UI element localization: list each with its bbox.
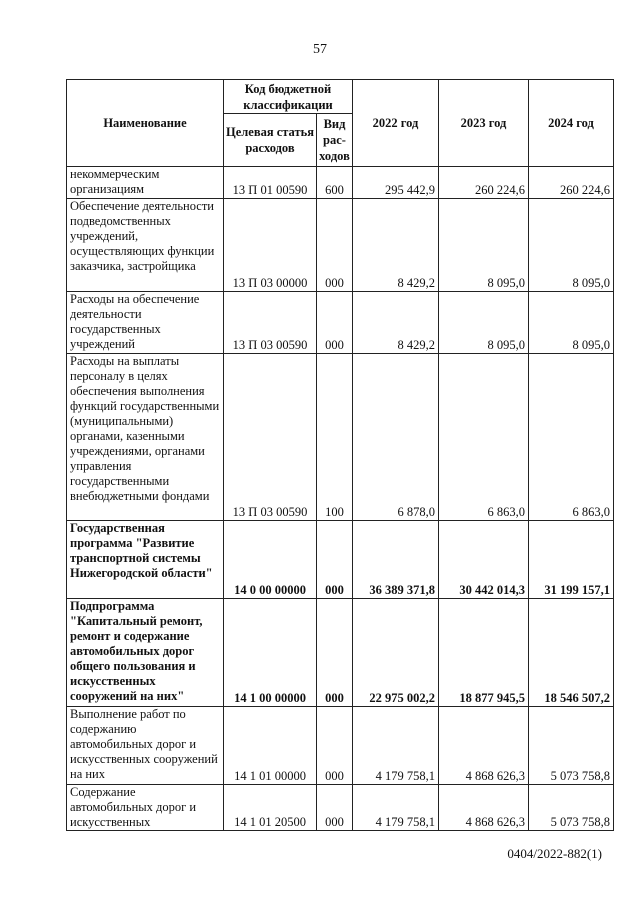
row-2022: 36 389 371,8 <box>353 521 439 599</box>
row-2024: 5 073 758,8 <box>529 707 614 785</box>
table-row <box>67 292 614 354</box>
table-row <box>67 785 614 831</box>
header-2023: 2023 год <box>439 80 529 167</box>
row-2022: 8 429,2 <box>353 199 439 292</box>
row-2023: 30 442 014,3 <box>439 521 529 599</box>
row-code: 13 П 03 00000 <box>224 199 317 292</box>
table-row <box>67 707 614 785</box>
row-2024: 6 863,0 <box>529 354 614 521</box>
document-code: 0404/2022-882(1) <box>507 846 602 861</box>
table-row <box>67 167 614 199</box>
page-number: 57 <box>313 42 327 57</box>
row-code: 13 П 03 00590 <box>224 292 317 354</box>
row-2022: 6 878,0 <box>353 354 439 521</box>
row-2024: 18 546 507,2 <box>529 599 614 707</box>
row-name: Содержание автомобильных дорог и искусственных <box>67 785 224 831</box>
row-code: 14 1 01 20500 <box>224 785 317 831</box>
row-vid: 000 <box>317 599 353 707</box>
row-name: Государственная программа "Развитие транспортной системы Нижегородской области" <box>67 521 224 599</box>
header-vid: Вид рас-ходов <box>317 114 353 167</box>
row-name: Расходы на обеспечение деятельности государственных учреждений <box>67 292 224 354</box>
row-2024: 5 073 758,8 <box>529 785 614 831</box>
row-2022: 295 442,9 <box>353 167 439 199</box>
table-row <box>67 199 614 292</box>
row-vid: 100 <box>317 354 353 521</box>
row-2022: 22 975 002,2 <box>353 599 439 707</box>
row-2023: 18 877 945,5 <box>439 599 529 707</box>
row-vid: 000 <box>317 785 353 831</box>
row-code: 14 1 01 00000 <box>224 707 317 785</box>
row-2023: 8 095,0 <box>439 292 529 354</box>
header-2022: 2022 год <box>353 80 439 167</box>
row-2023: 260 224,6 <box>439 167 529 199</box>
row-2023: 4 868 626,3 <box>439 785 529 831</box>
row-code: 13 П 01 00590 <box>224 167 317 199</box>
row-2024: 31 199 157,1 <box>529 521 614 599</box>
row-vid: 000 <box>317 199 353 292</box>
row-name: Обеспечение деятельности подведомственных учреждений, осуществляющих функции заказчика, застройщика <box>67 199 224 292</box>
row-2023: 6 863,0 <box>439 354 529 521</box>
header-2024: 2024 год <box>529 80 614 167</box>
header-name: Наименование <box>67 80 224 167</box>
row-vid: 000 <box>317 292 353 354</box>
row-code: 13 П 03 00590 <box>224 354 317 521</box>
row-name: Расходы на выплаты персоналу в целях обеспечения выполнения функций государственными (муниципальными) органами, казенными учреждениями, органами управления государственными внебюджетными фондами <box>67 354 224 521</box>
budget-table <box>66 79 614 831</box>
table-row <box>67 354 614 521</box>
row-name: некоммерческим организациям <box>67 167 224 199</box>
table-row <box>67 599 614 707</box>
row-2022: 8 429,2 <box>353 292 439 354</box>
row-name: Выполнение работ по содержанию автомобильных дорог и искусственных сооружений на них <box>67 707 224 785</box>
row-2023: 4 868 626,3 <box>439 707 529 785</box>
table-row <box>67 521 614 599</box>
row-2024: 8 095,0 <box>529 292 614 354</box>
row-vid: 000 <box>317 707 353 785</box>
row-2024: 260 224,6 <box>529 167 614 199</box>
header-code-group: Код бюджетной классификации <box>224 80 353 114</box>
row-code: 14 1 00 00000 <box>224 599 317 707</box>
row-vid: 000 <box>317 521 353 599</box>
row-2022: 4 179 758,1 <box>353 707 439 785</box>
header-target: Целевая статья расходов <box>224 114 317 167</box>
row-2022: 4 179 758,1 <box>353 785 439 831</box>
row-code: 14 0 00 00000 <box>224 521 317 599</box>
row-2023: 8 095,0 <box>439 199 529 292</box>
row-2024: 8 095,0 <box>529 199 614 292</box>
row-vid: 600 <box>317 167 353 199</box>
row-name: Подпрограмма "Капитальный ремонт, ремонт и содержание автомобильных дорог общего пользования и искусственных сооружений на них" <box>67 599 224 707</box>
